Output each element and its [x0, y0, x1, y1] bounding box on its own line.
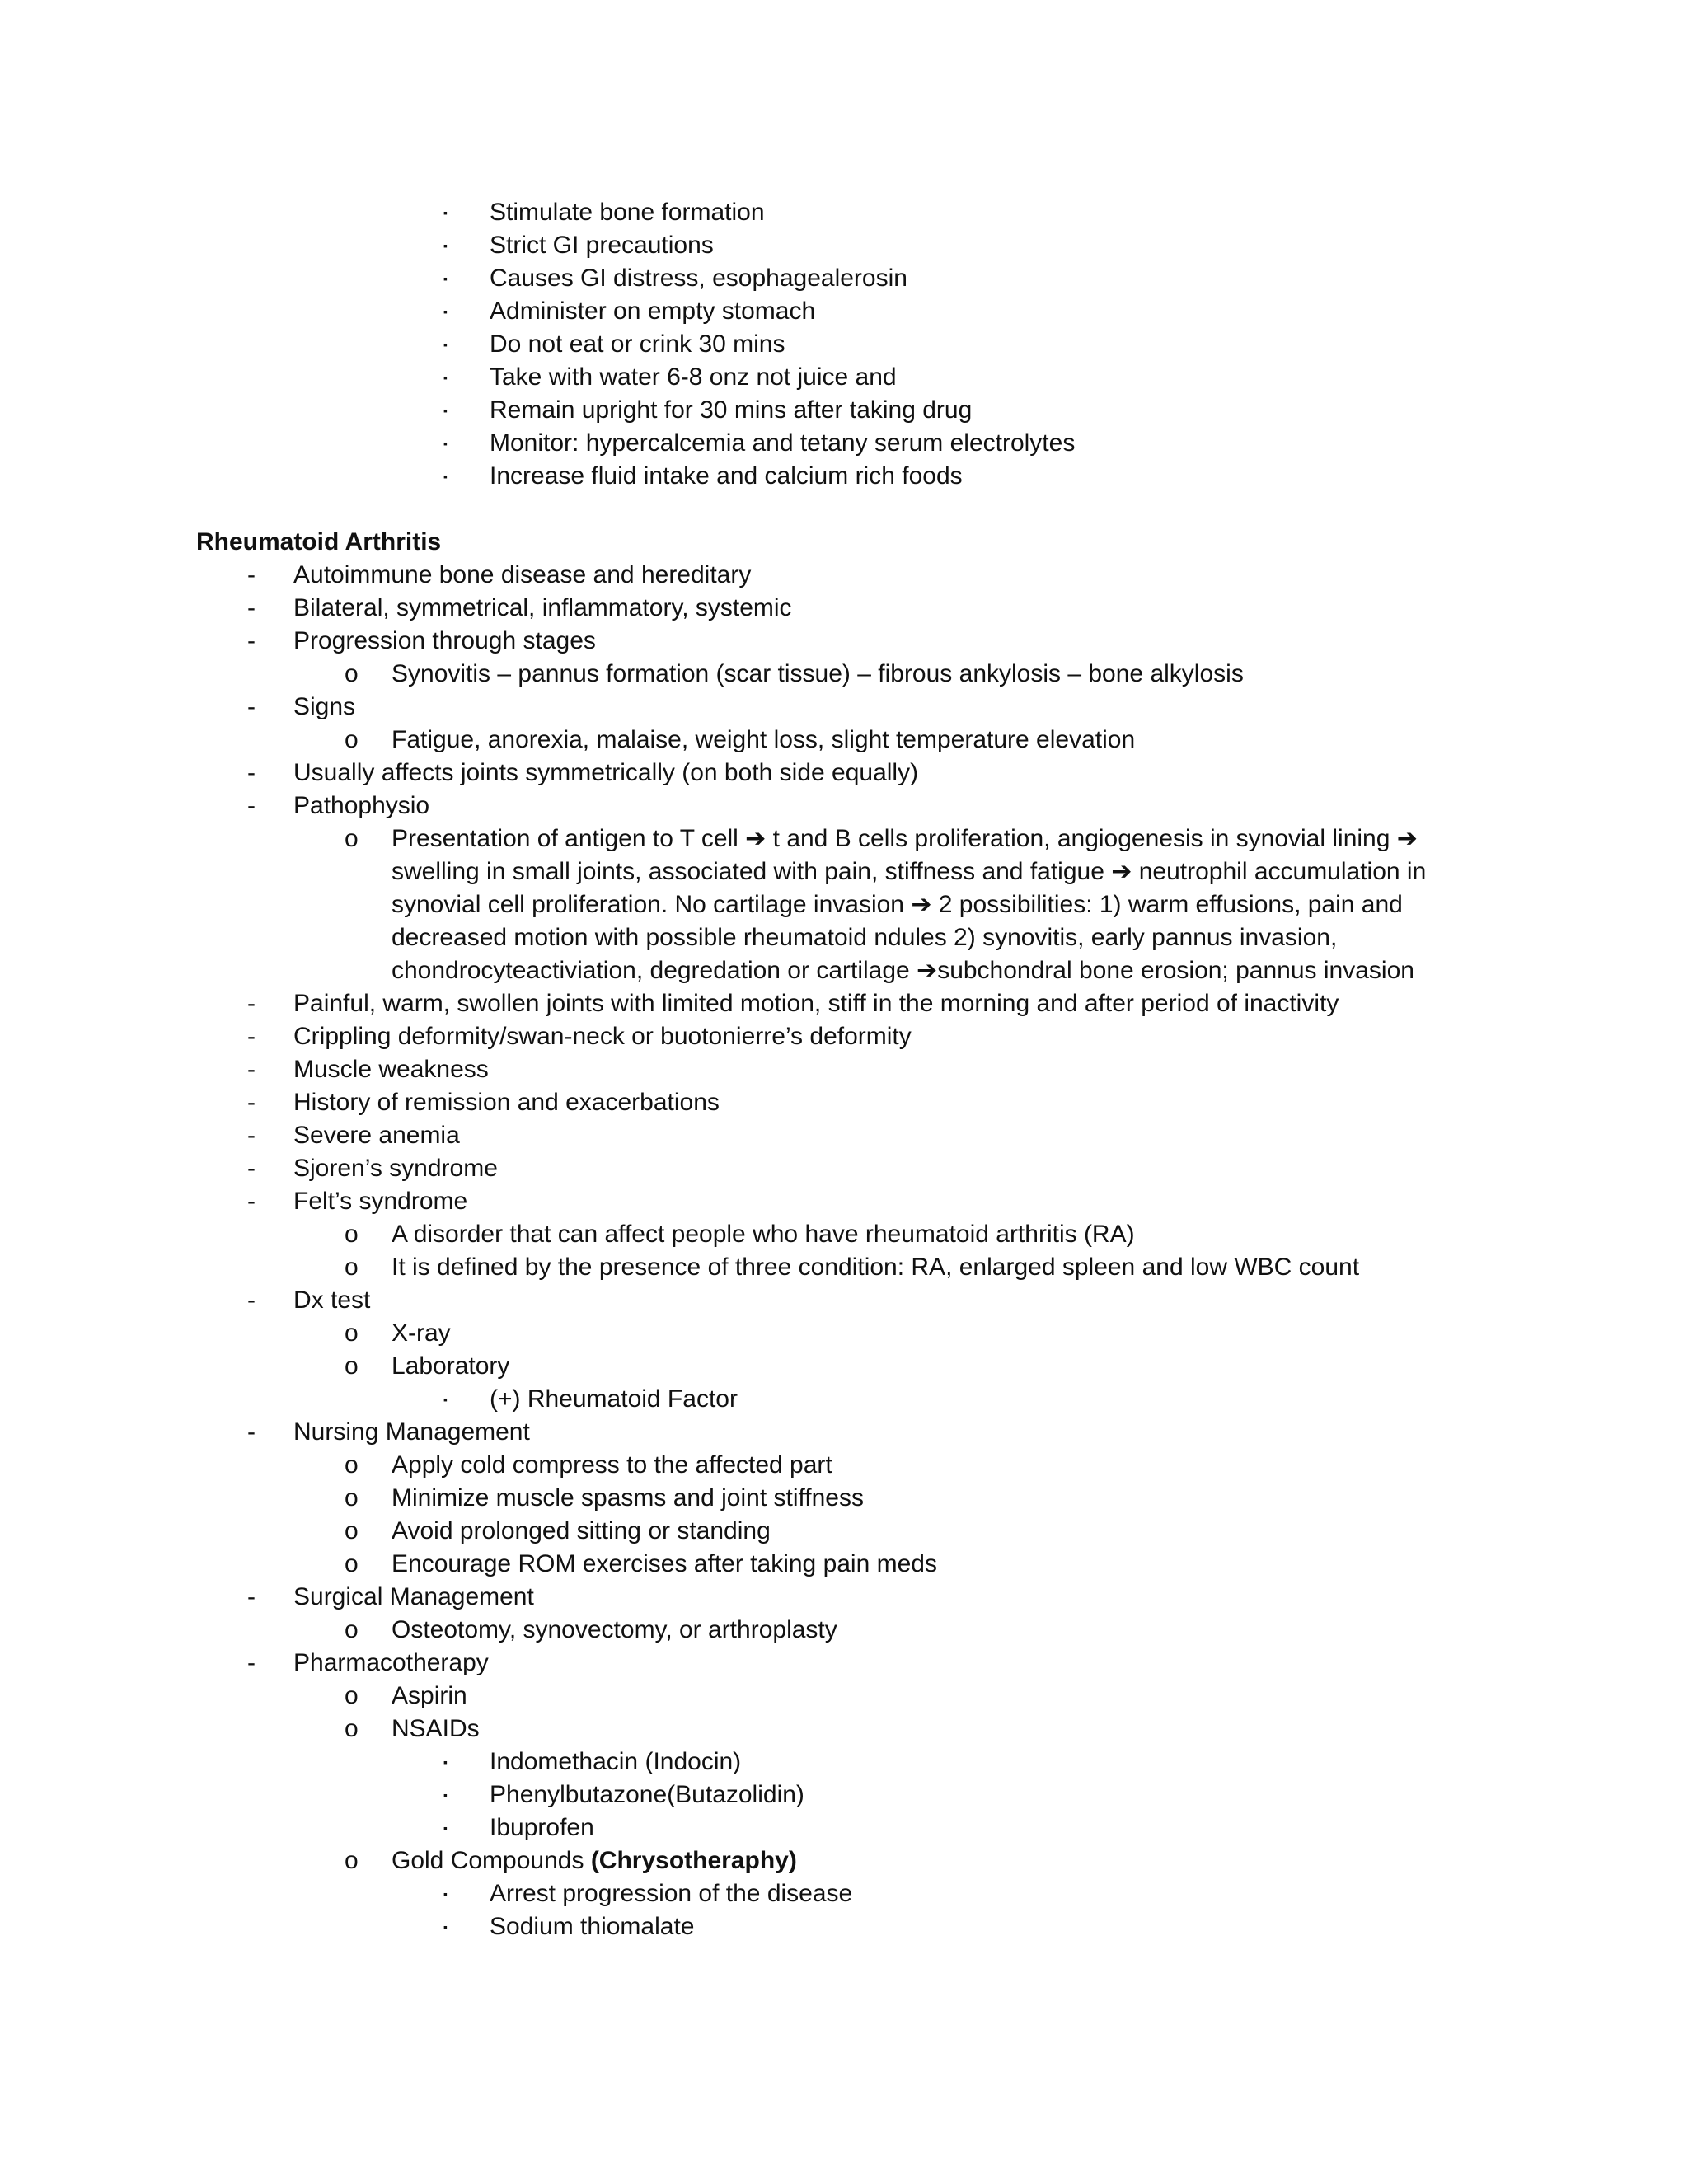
list-item-text: Increase fluid intake and calcium rich foods [490, 462, 963, 490]
list-item-text: Synovitis – pannus formation (scar tissue) – fibrous ankylosis – bone alkylosis [392, 660, 1244, 687]
list-item [0, 1119, 1688, 1152]
list-item [0, 1647, 1688, 1680]
list-item [0, 1515, 1688, 1548]
square-bullet-icon: ▪ [443, 1821, 448, 1835]
arrow-right-icon: ➔ [1396, 825, 1418, 852]
dash-bullet-icon: - [247, 1188, 256, 1215]
list-item-text: Aspirin [392, 1682, 467, 1709]
circle-bullet-icon: o [345, 825, 359, 852]
list-item [0, 1746, 1688, 1779]
list-item-text: Strict GI precautions [490, 232, 714, 259]
square-bullet-icon: ▪ [443, 1887, 448, 1900]
list-item-text: Phenylbutazone(Butazolidin) [490, 1781, 804, 1808]
list-item-text: Avoid prolonged sitting or standing [392, 1517, 771, 1544]
list-item-text: Pathophysio [293, 792, 430, 819]
list-item [0, 361, 1688, 394]
circle-bullet-icon: o [345, 1550, 359, 1577]
list-item [0, 1877, 1688, 1910]
circle-bullet-icon: o [345, 1616, 359, 1643]
dash-bullet-icon: - [247, 594, 256, 621]
dash-bullet-icon: - [247, 1418, 256, 1446]
paragraph-line: swelling in small joints, associated with pain, stiffness and fatigue ➔ neutrophil accumulation in [392, 858, 1427, 885]
paragraph-line: Presentation of antigen to T cell ➔ t and B cells proliferation, angiogenesis in synovial lining ➔ [392, 825, 1418, 852]
list-item [0, 724, 1688, 757]
list-item [0, 625, 1688, 658]
list-item [0, 262, 1688, 295]
list-item-text: Pharmacotherapy [293, 1649, 489, 1676]
list-item-text: Muscle weakness [293, 1056, 489, 1083]
circle-bullet-icon: o [345, 1352, 359, 1380]
list-item-text: Bilateral, symmetrical, inflammatory, systemic [293, 594, 792, 621]
list-item [0, 1548, 1688, 1581]
list-item [0, 1581, 1688, 1614]
dash-bullet-icon: - [247, 561, 256, 588]
square-bullet-icon: ▪ [443, 1755, 448, 1769]
dash-bullet-icon: - [247, 1155, 256, 1182]
list-item-text: X-ray [392, 1319, 451, 1347]
list-item-text: It is defined by the presence of three condition: RA, enlarged spleen and low WBC count [392, 1254, 1360, 1281]
list-item-text: Laboratory [392, 1352, 510, 1380]
arrow-right-icon: ➔ [917, 957, 938, 984]
dash-bullet-icon: - [247, 627, 256, 654]
square-bullet-icon: ▪ [443, 206, 448, 219]
list-item-text: (+) Rheumatoid Factor [490, 1385, 738, 1413]
dash-bullet-icon: - [247, 1056, 256, 1083]
list-item [0, 658, 1688, 691]
list-item-text: Gold Compounds (Chrysotheraphy) [392, 1847, 797, 1874]
list-item [0, 1317, 1688, 1350]
circle-bullet-icon: o [345, 1682, 359, 1709]
list-item [0, 790, 1688, 823]
dash-bullet-icon: - [247, 792, 256, 819]
circle-bullet-icon: o [345, 1484, 359, 1511]
list-item [0, 229, 1688, 262]
list-item-text: NSAIDs [392, 1715, 480, 1742]
list-item [0, 427, 1688, 460]
list-item-text: Minimize muscle spasms and joint stiffness [392, 1484, 864, 1511]
paragraph-line: chondrocyteactiviation, degredation or cartilage ➔subchondral bone erosion; pannus invasion [392, 957, 1414, 984]
list-item [0, 987, 1688, 1020]
list-item-text: Ibuprofen [490, 1814, 594, 1841]
list-item-text: Administer on empty stomach [490, 298, 816, 325]
list-item-text: Dx test [293, 1286, 371, 1314]
list-item-text: Osteotomy, synovectomy, or arthroplasty [392, 1616, 837, 1643]
dash-bullet-icon: - [247, 1583, 256, 1610]
list-item [0, 460, 1688, 493]
list-item [0, 1614, 1688, 1647]
list-item-text: Sodium thiomalate [490, 1913, 695, 1940]
circle-bullet-icon: o [345, 660, 359, 687]
list-item-text: Felt’s syndrome [293, 1188, 468, 1215]
list-item [0, 1383, 1688, 1416]
dash-bullet-icon: - [247, 759, 256, 786]
list-item [0, 1811, 1688, 1844]
list-item [0, 592, 1688, 625]
list-item [0, 1449, 1688, 1482]
list-item-text: Sjoren’s syndrome [293, 1155, 498, 1182]
list-item-text: Apply cold compress to the affected part [392, 1451, 832, 1479]
list-item-text: Painful, warm, swollen joints with limited motion, stiff in the morning and after period of inactivity [293, 990, 1339, 1017]
list-item [0, 328, 1688, 361]
list-item [0, 1152, 1688, 1185]
circle-bullet-icon: o [345, 1254, 359, 1281]
paragraph-line: synovial cell proliferation. No cartilage invasion ➔ 2 possibilities: 1) warm effusions, pain and [392, 891, 1403, 918]
dash-bullet-icon: - [247, 693, 256, 720]
list-item-text: Nursing Management [293, 1418, 530, 1446]
list-item [0, 394, 1688, 427]
list-item-text: Fatigue, anorexia, malaise, weight loss, slight temperature elevation [392, 726, 1136, 753]
list-item-text: Do not eat or crink 30 mins [490, 330, 785, 358]
dash-bullet-icon: - [247, 1089, 256, 1116]
list-item-text: Progression through stages [293, 627, 596, 654]
list-item [0, 196, 1688, 229]
list-item-text: Autoimmune bone disease and hereditary [293, 561, 752, 588]
circle-bullet-icon: o [345, 1319, 359, 1347]
arrow-right-icon: ➔ [1111, 858, 1132, 885]
list-item [0, 1185, 1688, 1218]
list-item [0, 1218, 1688, 1251]
list-item-text: Monitor: hypercalcemia and tetany serum electrolytes [490, 429, 1076, 457]
circle-bullet-icon: o [345, 1715, 359, 1742]
list-item-text: History of remission and exacerbations [293, 1089, 720, 1116]
arrow-right-icon: ➔ [745, 825, 767, 852]
list-item-text: Signs [293, 693, 356, 720]
list-item-text: Arrest progression of the disease [490, 1880, 853, 1907]
list-item-text: Stimulate bone formation [490, 199, 765, 226]
section-heading: Rheumatoid Arthritis [196, 528, 442, 555]
square-bullet-icon: ▪ [443, 1393, 448, 1406]
list-item [0, 757, 1688, 790]
square-bullet-icon: ▪ [443, 338, 448, 351]
list-item [0, 559, 1688, 592]
list-item [0, 691, 1688, 724]
square-bullet-icon: ▪ [443, 1788, 448, 1802]
square-bullet-icon: ▪ [443, 470, 448, 483]
dash-bullet-icon: - [247, 1023, 256, 1050]
list-item-text: Usually affects joints symmetrically (on both side equally) [293, 759, 919, 786]
square-bullet-icon: ▪ [443, 404, 448, 417]
list-item-text: Remain upright for 30 mins after taking drug [490, 396, 973, 424]
list-item-text: Take with water 6-8 onz not juice and [490, 363, 897, 391]
square-bullet-icon: ▪ [443, 305, 448, 318]
list-item [0, 1779, 1688, 1811]
list-item [0, 1844, 1688, 1877]
list-item-text: A disorder that can affect people who have rheumatoid arthritis (RA) [392, 1221, 1135, 1248]
list-item [0, 295, 1688, 328]
list-item [0, 1680, 1688, 1713]
list-item [0, 1482, 1688, 1515]
list-item-text: Indomethacin (Indocin) [490, 1748, 742, 1775]
list-item [0, 823, 1688, 855]
list-item [0, 1020, 1688, 1053]
dash-bullet-icon: - [247, 1286, 256, 1314]
dash-bullet-icon: - [247, 1649, 256, 1676]
circle-bullet-icon: o [345, 1847, 359, 1874]
list-item-text: Severe anemia [293, 1122, 460, 1149]
circle-bullet-icon: o [345, 726, 359, 753]
circle-bullet-icon: o [345, 1221, 359, 1248]
list-item-text: Crippling deformity/swan-neck or buotonierre’s deformity [293, 1023, 912, 1050]
dash-bullet-icon: - [247, 990, 256, 1017]
list-item [0, 1350, 1688, 1383]
list-item-text: Encourage ROM exercises after taking pain meds [392, 1550, 937, 1577]
square-bullet-icon: ▪ [443, 239, 448, 252]
square-bullet-icon: ▪ [443, 371, 448, 384]
list-item-text: Surgical Management [293, 1583, 534, 1610]
square-bullet-icon: ▪ [443, 437, 448, 450]
list-item [0, 1284, 1688, 1317]
square-bullet-icon: ▪ [443, 272, 448, 285]
list-item [0, 1713, 1688, 1746]
arrow-right-icon: ➔ [911, 891, 932, 918]
dash-bullet-icon: - [247, 1122, 256, 1149]
list-item [0, 1910, 1688, 1943]
circle-bullet-icon: o [345, 1517, 359, 1544]
list-item [0, 1086, 1688, 1119]
paragraph-line: decreased motion with possible rheumatoid ndules 2) synovitis, early pannus invasion, [392, 924, 1338, 951]
list-item-text: Causes GI distress, esophagealerosin [490, 265, 907, 292]
list-item [0, 1416, 1688, 1449]
circle-bullet-icon: o [345, 1451, 359, 1479]
square-bullet-icon: ▪ [443, 1920, 448, 1933]
list-item [0, 1251, 1688, 1284]
list-item [0, 1053, 1688, 1086]
